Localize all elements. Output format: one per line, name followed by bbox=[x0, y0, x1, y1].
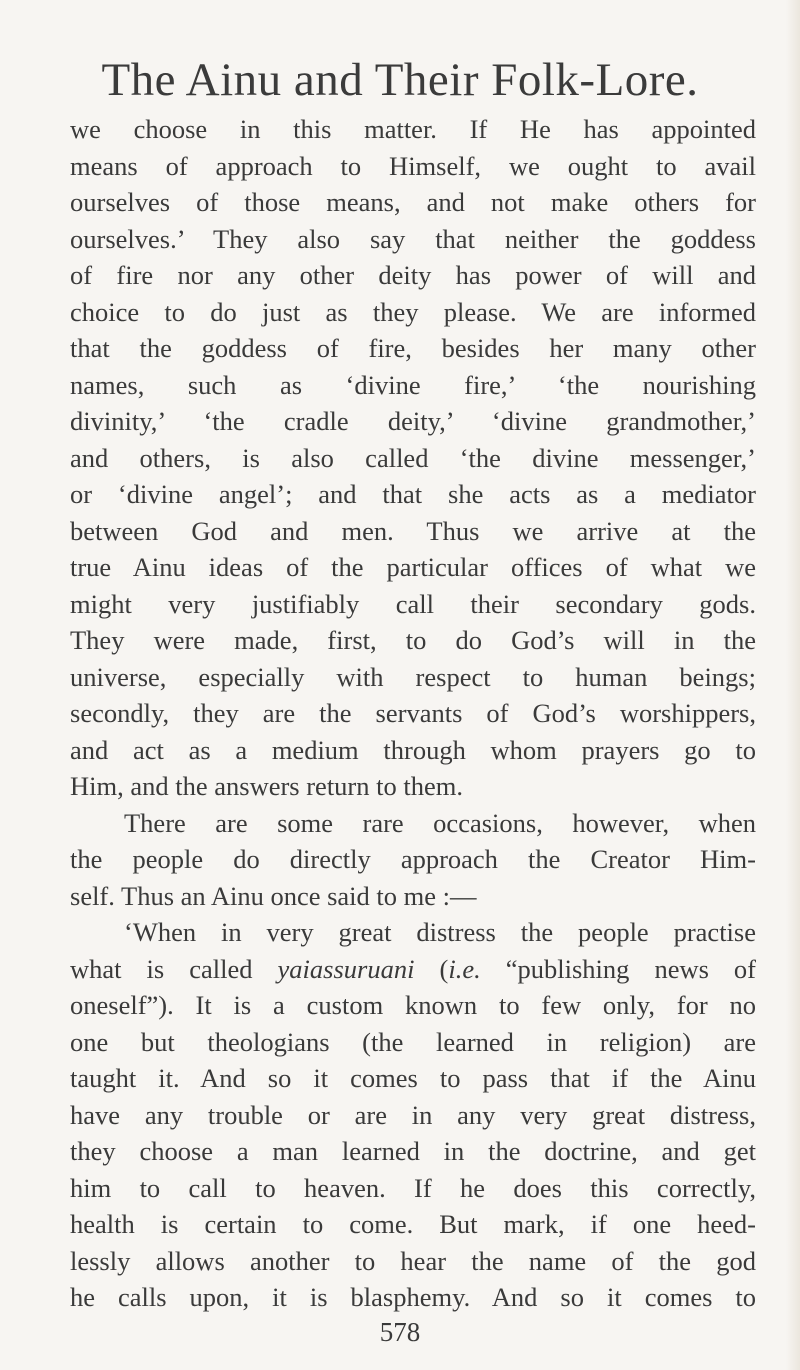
text-line: They were made, first, to do God’s will in the bbox=[70, 625, 756, 655]
text-line: or ‘divine angel’; and that she acts as a mediator bbox=[70, 479, 756, 509]
text-line: him to call to heaven. If he does this correctly, bbox=[70, 1172, 756, 1203]
text-line: he calls upon, it is blasphemy. And so it comes to bbox=[70, 1282, 756, 1312]
text-line: of fire nor any other deity has power of will and bbox=[70, 260, 756, 290]
body-text bbox=[70, 111, 756, 1316]
text-fragment: what is called bbox=[70, 953, 253, 984]
text-line: that the goddess of fire, besides her many other bbox=[70, 333, 756, 363]
running-head: The Ainu and Their Folk-Lore. bbox=[101, 54, 699, 106]
ie-abbreviation: i.e. bbox=[448, 953, 481, 984]
text-line: self. Thus an Ainu once said to me :— bbox=[70, 880, 477, 911]
text-fragment: “publishing news of bbox=[505, 953, 757, 984]
text-line: names, such as ‘divine fire,’ ‘the nourishing bbox=[70, 369, 756, 400]
text-line: and act as a medium through whom prayers go to bbox=[70, 734, 756, 765]
text-line: the people do directly approach the Creator Him- bbox=[70, 844, 756, 874]
text-line: they choose a man learned in the doctrine, and get bbox=[70, 1136, 756, 1166]
text-line: oneself”). It is a custom known to few only, for no bbox=[70, 990, 756, 1020]
text-line: There are some rare occasions, however, when bbox=[124, 807, 756, 838]
text-line: choice to do just as they please. We are informed bbox=[70, 296, 756, 327]
text-line: divinity,’ ‘the cradle deity,’ ‘divine grandmother,’ bbox=[70, 406, 756, 436]
text-line: have any trouble or are in any very great distress, bbox=[70, 1099, 756, 1130]
text-line: might very justifiably call their secondary gods. bbox=[70, 588, 756, 619]
text-line: lessly allows another to hear the name of the god bbox=[70, 1245, 756, 1276]
text-line: between God and men. Thus we arrive at the bbox=[70, 515, 756, 546]
text-line: we choose in this matter. If He has appointed bbox=[70, 114, 756, 144]
ainu-term: yaiassuruani bbox=[277, 953, 415, 984]
text-line: health is certain to come. But mark, if one heed- bbox=[70, 1209, 756, 1239]
page-edge-shadow bbox=[786, 0, 800, 1370]
text-line: one but theologians (the learned in religion) are bbox=[70, 1026, 756, 1057]
text-line: ourselves of those means, and not make others for bbox=[70, 187, 756, 217]
page-number: 578 bbox=[379, 1317, 421, 1347]
text-line-mixed bbox=[70, 951, 756, 988]
text-line: Him, and the answers return to them. bbox=[70, 771, 463, 801]
text-line: universe, especially with respect to human beings; bbox=[70, 661, 756, 692]
text-line: and others, is also called ‘the divine messenger,’ bbox=[70, 442, 756, 473]
text-line: ‘When in very great distress the people practise bbox=[124, 917, 756, 947]
open-paren: ( bbox=[439, 953, 449, 984]
text-line: taught it. And so it comes to pass that if the Ainu bbox=[70, 1063, 756, 1093]
text-line: secondly, they are the servants of God’s worshippers, bbox=[70, 698, 756, 728]
text-line: ourselves.’ They also say that neither the goddess bbox=[70, 223, 756, 254]
text-line: means of approach to Himself, we ought to avail bbox=[70, 150, 756, 181]
text-line: true Ainu ideas of the particular offices of what we bbox=[70, 552, 756, 582]
